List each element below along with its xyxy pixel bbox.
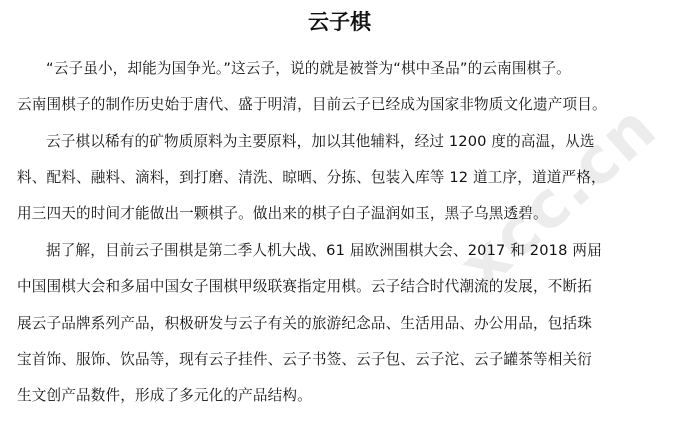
paragraph-1-line-1: “云子虽小，却能为国争光。”这云子，说的就是被誉为“棋中圣品”的云南围棋子。: [46, 60, 571, 77]
article-title: 云子棋: [308, 10, 371, 34]
paragraph-3-line-5: 生文创产品数件，形成了多元化的产品结构。: [17, 387, 312, 404]
watermark: xcc.cn: [445, 90, 672, 304]
paragraph-3-line-4: 宝首饰、服饰、饮品等，现有云子挂件、云子书签、云子包、云子沱、云子罐茶等相关衍: [17, 351, 593, 368]
paragraph-2-line-1: 云子棋以稀有的矿物质原料为主要原料，加以其他辅料，经过 1200 度的高温，从选: [46, 133, 595, 150]
paragraph-1-line-2: 云南围棋子的制作历史始于唐代、盛于明清，目前云子已经成为国家非物质文化遗产项目。: [17, 96, 607, 113]
paragraph-2-line-3: 用三四天的时间才能做出一颗棋子。做出来的棋子白子温润如玉，黑子乌黑透碧。: [17, 205, 548, 222]
paragraph-3-line-2: 中国围棋大会和多届中国女子围棋甲级联赛指定用棋。云子结合时代潮流的发展，不断拓: [17, 278, 593, 295]
paragraph-2-line-2: 料、配料、融料、滴料，到打磨、清洗、晾晒、分拣、包装入库等 12 道工序，道道严格，: [17, 169, 606, 186]
paragraph-3-line-1: 据了解，目前云子围棋是第二季人机大战、61 届欧洲围棋大会、2017 和 2018 两届: [46, 242, 602, 259]
paragraph-3-line-3: 展云子品牌系列产品，积极研发与云子有关的旅游纪念品、生活用品、办公用品，包括珠: [17, 315, 593, 332]
